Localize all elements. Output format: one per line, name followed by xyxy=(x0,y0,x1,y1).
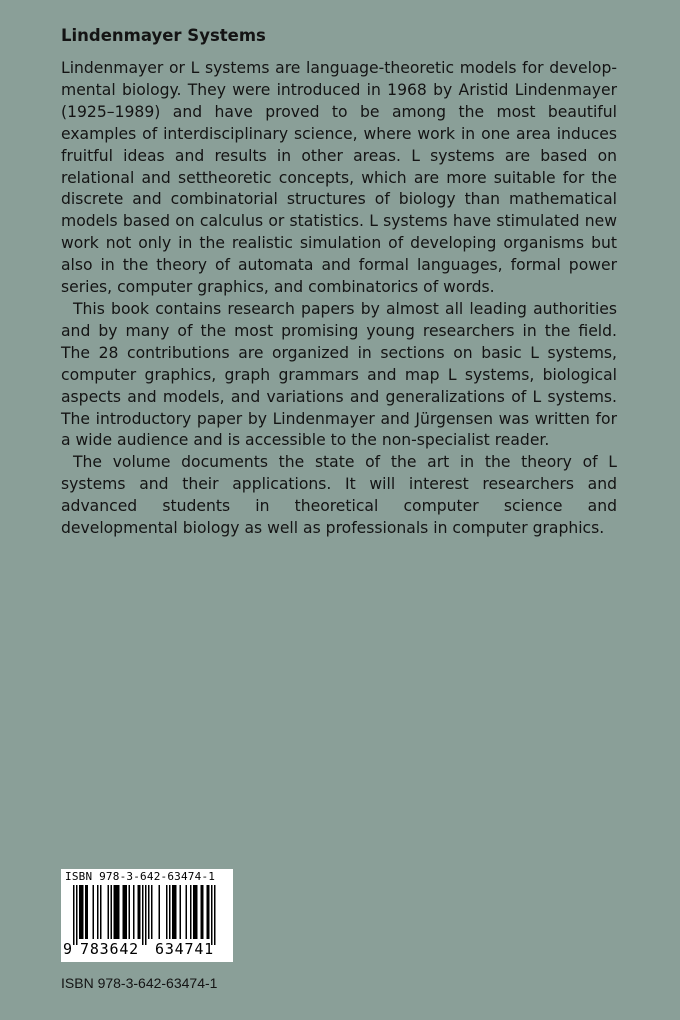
barcode-bar xyxy=(79,885,81,939)
barcode-bar xyxy=(201,885,203,939)
barcode-bars xyxy=(73,885,223,945)
barcode-bar xyxy=(133,885,135,939)
barcode-bar xyxy=(129,885,131,939)
barcode-bar xyxy=(126,885,128,939)
barcode-bar xyxy=(115,885,117,939)
barcode-bar xyxy=(172,885,174,939)
barcode-bar xyxy=(190,885,192,939)
barcode-bar xyxy=(159,885,161,939)
barcode-bar xyxy=(211,885,213,945)
barcode-bar xyxy=(148,885,150,939)
paragraph-1: Lindenmayer or L systems are language-theoretic models for developmental biology. They were introduced in 1968 by Aristid Lindenmayer (1925–1989) and have proved to be among the most beautiful examples of interdisciplinary science, where work in one area induces fruitful ideas and results in other areas. L systems are based on relational and settheoretic concepts, which are more suitable for the discrete and combinatorial structures of biology than mathematical models based on calculus or statistics. L systems have stimulated new work not only in the realistic simulation of developing organisms but also in the theory of automata and formal languages, formal power series, computer graphics, and combinatorics of words. xyxy=(61,59,617,297)
barcode-bar xyxy=(87,885,89,939)
barcode-bar xyxy=(93,885,95,939)
barcode-bar xyxy=(114,885,116,939)
barcode-bar xyxy=(118,885,120,939)
barcode-bar xyxy=(208,885,210,939)
barcode-bar xyxy=(73,885,75,945)
back-cover-text xyxy=(61,24,617,540)
barcode-bar xyxy=(193,885,195,939)
paragraph-3: The volume documents the state of the art in the theory of L systems and their applications. It will interest researchers and advanced students in theoretical computer science and developmental biology as well as professionals in computer graphics. xyxy=(61,453,617,538)
barcode-bar xyxy=(111,885,113,939)
barcode-bar xyxy=(202,885,204,939)
barcode-bar xyxy=(145,885,147,945)
barcode-bar xyxy=(169,885,171,939)
isbn-text: ISBN 978-3-642-63474-1 xyxy=(61,975,218,991)
barcode-bar xyxy=(97,885,99,939)
barcode-bar xyxy=(108,885,110,939)
barcode-bar xyxy=(166,885,168,939)
isbn-barcode xyxy=(61,869,233,962)
barcode-bar xyxy=(100,885,102,939)
barcode-bar xyxy=(195,885,197,939)
barcode-isbn-label: ISBN 978-3-642-63474-1 xyxy=(65,870,216,883)
barcode-bar xyxy=(142,885,144,945)
barcode-bar xyxy=(82,885,84,939)
barcode-bar xyxy=(81,885,83,939)
barcode-bar xyxy=(124,885,126,939)
barcode-bar xyxy=(123,885,125,939)
paragraph-2: This book contains research papers by almost all leading authorities and by many of the most promising young researchers in the field. The 28 contributions are organized in sections on basic L systems, computer graphics, graph grammars and map L systems, biological aspects and models, and variations and generalizations of L systems. The introductory paper by Lindenmayer and Jürgensen was written for a wide audience and is accessible to the non-specialist reader. xyxy=(61,299,617,450)
barcode-digits-right: 634741 xyxy=(155,940,214,958)
barcode-bar xyxy=(214,885,216,945)
barcode-bar xyxy=(186,885,188,939)
barcode-digit-first: 9 xyxy=(63,940,73,958)
barcode-bar xyxy=(138,885,140,939)
barcode-bar xyxy=(117,885,119,939)
barcode-bar xyxy=(76,885,78,945)
barcode-bar xyxy=(175,885,177,939)
barcode-digits-left: 783642 xyxy=(80,940,139,958)
barcode-bar xyxy=(85,885,87,939)
book-title: Lindenmayer Systems xyxy=(61,26,266,45)
barcode-bar xyxy=(207,885,209,939)
barcode-bar xyxy=(196,885,198,939)
barcode-bar xyxy=(174,885,176,939)
barcode-bar xyxy=(139,885,141,939)
barcode-bar xyxy=(180,885,182,939)
barcode-bar xyxy=(151,885,153,939)
